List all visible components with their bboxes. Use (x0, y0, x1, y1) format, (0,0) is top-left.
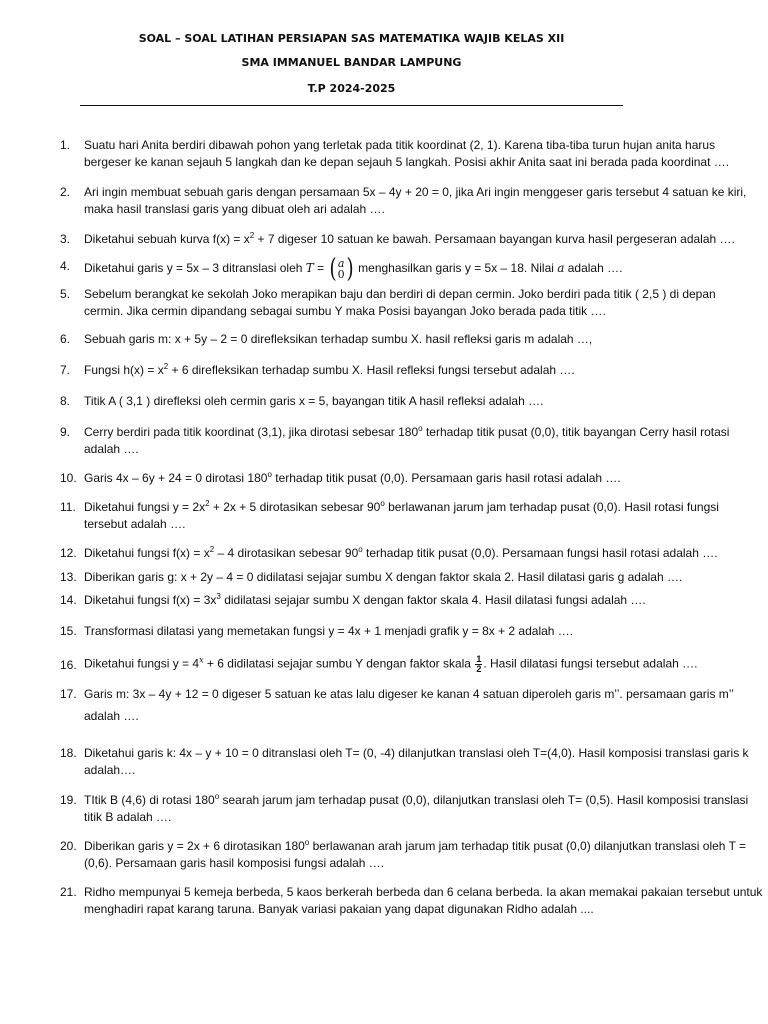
question-line: Ari ingin membuat sebuah garis dengan persamaan 5x – 4y + 20 = 0, jika Ari ingin menggeser garis tersebut 4 satuan ke kiri, (84, 185, 747, 199)
question-8 (60, 393, 740, 410)
question-line: Diberikan garis g: x + 2y – 4 = 0 didilatasi sejajar sumbu X dengan faktor skala 2. Hasil dilatasi garis g adalah …. (84, 570, 683, 584)
text-part: Diketahui sebuah kurva f(x) = x (84, 232, 250, 246)
question-line (84, 499, 740, 516)
question-line: adalah …. (84, 709, 139, 723)
question-text (84, 424, 740, 458)
question-line: Transformasi dilatasi yang memetakan fungsi y = 4x + 1 menjadi grafik y = 8x + 2 adalah …. (84, 624, 574, 638)
text-part: adalah …. (564, 261, 623, 276)
fraction-one-half (475, 655, 482, 674)
text-part: Diketahui fungsi y = 2x (84, 500, 206, 514)
question-text (84, 362, 740, 379)
superscript: o (418, 424, 423, 433)
question-number: 10. (60, 471, 77, 485)
text-part: berlawanan jarum jam terhadap pusat (0,0). Hasil rotasi fungsi (384, 500, 719, 514)
question-number: 21. (60, 885, 77, 899)
text-part: + 6 didilatasi sejajar sumbu Y dengan faktor skala (203, 656, 475, 671)
question-line (84, 424, 740, 441)
text-part: terhadap titik pusat (0,0), titik bayangan Cerry hasil rotasi (422, 425, 730, 439)
question-9 (60, 424, 740, 458)
superscript: o (358, 545, 363, 554)
question-11 (60, 499, 740, 533)
question-text (84, 592, 740, 609)
superscript: 2 (205, 499, 210, 508)
question-text (84, 884, 763, 918)
question-number: 5. (60, 287, 71, 301)
question-6 (60, 331, 740, 348)
text-part: = (313, 261, 328, 276)
text-part: berlawanan arah jarum jam terhadap titik pusat (0,0) dilanjutkan translasi oleh T = (309, 839, 747, 853)
question-16 (60, 655, 740, 674)
question-line: Ridho mempunyai 5 kemeja berbeda, 5 kaos berkerah berbeda dan 6 celana berbeda. Ia akan memakai pakaian tersebut untuk (84, 885, 763, 899)
text-part: Garis 4x – 6y + 24 = 0 dirotasi 180 (84, 471, 268, 485)
question-text (84, 686, 740, 725)
question-line (84, 838, 747, 855)
fraction-denominator: 2 (476, 664, 482, 674)
question-number: 14. (60, 593, 77, 607)
question-number: 6. (60, 332, 71, 346)
question-17 (60, 686, 740, 725)
text-part: Diketahui garis y = 5x – 3 ditranslasi oleh (84, 261, 306, 276)
text-part: Diberikan garis y = 2x + 6 dirotasikan 180 (84, 839, 305, 853)
vector-top: a (337, 257, 345, 270)
question-19 (60, 792, 749, 826)
question-number: 4. (60, 259, 71, 273)
question-line: bergeser ke kanan sejauh 5 langkah dan ke depan sejauh 5 langkah. Posisi akhir Anita saat ini berada pada koordinat …. (84, 155, 730, 169)
question-10 (60, 470, 740, 487)
question-text (84, 470, 740, 487)
superscript: 2 (209, 545, 215, 554)
question-20 (60, 838, 747, 872)
superscript: o (214, 792, 220, 801)
question-line (84, 362, 740, 379)
question-line: Diketahui garis k: 4x – y + 10 = 0 ditranslasi oleh T= (0, -4) dilanjutkan translasi oleh T=(4,0). Hasil komposisi translasi garis k (84, 746, 749, 760)
question-text (84, 393, 740, 410)
question-number: 20. (60, 839, 77, 853)
question-4 (60, 256, 740, 282)
question-line (84, 470, 740, 487)
question-line: Titik A ( 3,1 ) direfleksi oleh cermin garis x = 5, bayangan titik A hasil refleksi adalah …. (84, 394, 544, 408)
question-number: 13. (60, 570, 77, 584)
text-part: Diketahui fungsi f(x) = x (84, 546, 210, 560)
question-number: 8. (60, 394, 71, 408)
text-part: . Hasil dilatasi fungsi tersebut adalah …. (483, 656, 698, 671)
question-line: cermin. Jika cermin dipandang sebagai sumbu Y maka Posisi bayangan Joko berada pada titik …. (84, 304, 606, 318)
document-title: SOAL – SOAL LATIHAN PERSIAPAN SAS MATEMATIKA WAJIB KELAS XII (138, 32, 565, 45)
question-text (84, 184, 747, 218)
question-line: adalah …. (84, 442, 139, 456)
superscript-x: x (199, 655, 204, 665)
question-line (84, 655, 740, 674)
question-number: 3. (60, 232, 71, 246)
question-text (84, 231, 740, 248)
question-text (84, 331, 740, 348)
question-12 (60, 545, 740, 562)
question-text (84, 137, 740, 171)
translation-vector: ( a 0 ) (329, 254, 354, 284)
text-part: terhadap titik pusat (0,0). Persamaan garis hasil rotasi adalah …. (271, 471, 621, 485)
question-number: 18. (60, 746, 77, 760)
text-part: Fungsi h(x) = x (84, 363, 164, 377)
question-line: Sebuah garis m: x + 5y – 2 = 0 direfleksikan terhadap sumbu X. hasil refleksi garis m adalah …, (84, 332, 593, 346)
question-text (84, 256, 740, 282)
question-text (84, 623, 740, 640)
question-line: tersebut adalah …. (84, 517, 186, 531)
text-part: TItik B (4,6) di rotasi 180 (84, 793, 215, 807)
question-15 (60, 623, 740, 640)
question-number: 17. (60, 687, 77, 701)
question-line: Sebelum berangkat ke sekolah Joko merapikan baju dan berdiri di depan cermin. Joko berdiri pada titik ( 2,5 ) di depan (84, 287, 716, 301)
question-line (84, 256, 740, 282)
text-part: Diketahui fungsi f(x) = 3x (84, 593, 217, 607)
question-text (84, 745, 749, 779)
question-line (84, 545, 740, 562)
fraction-numerator: 1 (476, 654, 482, 664)
question-number: 15. (60, 624, 77, 638)
math-variable-a: a (557, 261, 565, 276)
question-text (84, 499, 740, 533)
question-number: 2. (60, 185, 71, 199)
question-5 (60, 286, 740, 320)
question-1 (60, 137, 740, 171)
question-line (84, 592, 740, 609)
text-part: didilatasi sejajar sumbu X dengan faktor skala 4. Hasil dilatasi fungsi adalah …. (220, 593, 646, 607)
text-part: Cerry berdiri pada titik koordinat (3,1), jika dirotasi sebesar 180 (84, 425, 419, 439)
question-21 (60, 884, 763, 918)
question-number: 9. (60, 425, 71, 439)
text-part: Diketahui fungsi y = 4 (84, 656, 200, 671)
superscript: 2 (163, 362, 169, 371)
question-line: maka hasil translasi garis yang dibuat oleh ari adalah …. (84, 202, 385, 216)
question-line (84, 792, 749, 809)
question-line: Garis m: 3x – 4y + 12 = 0 digeser 5 satuan ke atas lalu digeser ke kanan 4 satuan diperoleh garis m’’. persamaan garis m’’ (84, 687, 734, 701)
question-number: 16. (60, 658, 77, 672)
superscript: 2 (249, 231, 255, 240)
question-text (84, 792, 749, 826)
question-3 (60, 231, 740, 248)
superscript: o (304, 838, 310, 847)
question-number: 19. (60, 793, 77, 807)
question-18 (60, 745, 749, 779)
text-part: terhadap titik pusat (0,0). Persamaan fungsi hasil rotasi adalah …. (362, 546, 718, 560)
question-text (84, 655, 740, 674)
question-13 (60, 569, 740, 586)
question-number: 7. (60, 363, 71, 377)
question-line: (0,6). Persamaan garis hasil komposisi fungsi adalah …. (84, 856, 385, 870)
vector-bottom: 0 (337, 268, 345, 281)
text-part: searah jarum jam terhadap pusat (0,0), dilanjutkan translasi oleh T= (0,5). Hasil komposisi translasi (219, 793, 749, 807)
text-part: menghasilkan garis y = 5x – 18. Nilai (354, 261, 558, 276)
math-variable-t: T (305, 261, 314, 276)
question-7 (60, 362, 740, 379)
question-number: 1. (60, 138, 71, 152)
text-part: + 2x + 5 dirotasikan sebesar 90 (209, 500, 381, 514)
question-line (84, 231, 740, 248)
question-line: adalah…. (84, 763, 136, 777)
superscript: o (267, 470, 272, 479)
superscript: 3 (216, 592, 221, 601)
question-line: menghadiri rapat karang taruna. Banyak variasi pakaian yang dapat digunakan Ridho adalah .... (84, 902, 594, 916)
question-line: Suatu hari Anita berdiri dibawah pohon yang terletak pada titik koordinat (2, 1). Karena tiba-tiba turun hujan anita harus (84, 138, 716, 152)
question-number: 12. (60, 546, 77, 560)
document-header (80, 32, 623, 96)
school-name: SMA IMMANUEL BANDAR LAMPUNG (241, 56, 462, 69)
question-14 (60, 592, 740, 609)
text-part: + 6 direfleksikan terhadap sumbu X. Hasil refleksi fungsi tersebut adalah …. (168, 363, 575, 377)
text-part: + 7 digeser 10 satuan ke bawah. Persamaan bayangan kurva hasil pergeseran adalah …. (254, 232, 735, 246)
question-text (84, 569, 740, 586)
question-number: 11. (60, 500, 76, 514)
question-text (84, 545, 740, 562)
academic-year: T.P 2024-2025 (307, 82, 396, 95)
question-text (84, 286, 740, 320)
text-part: – 4 dirotasikan sebesar 90 (214, 546, 359, 560)
question-line: titik B adalah …. (84, 810, 172, 824)
header-divider (80, 105, 623, 106)
superscript: o (380, 499, 385, 508)
question-2 (60, 184, 747, 218)
question-text (84, 838, 747, 872)
